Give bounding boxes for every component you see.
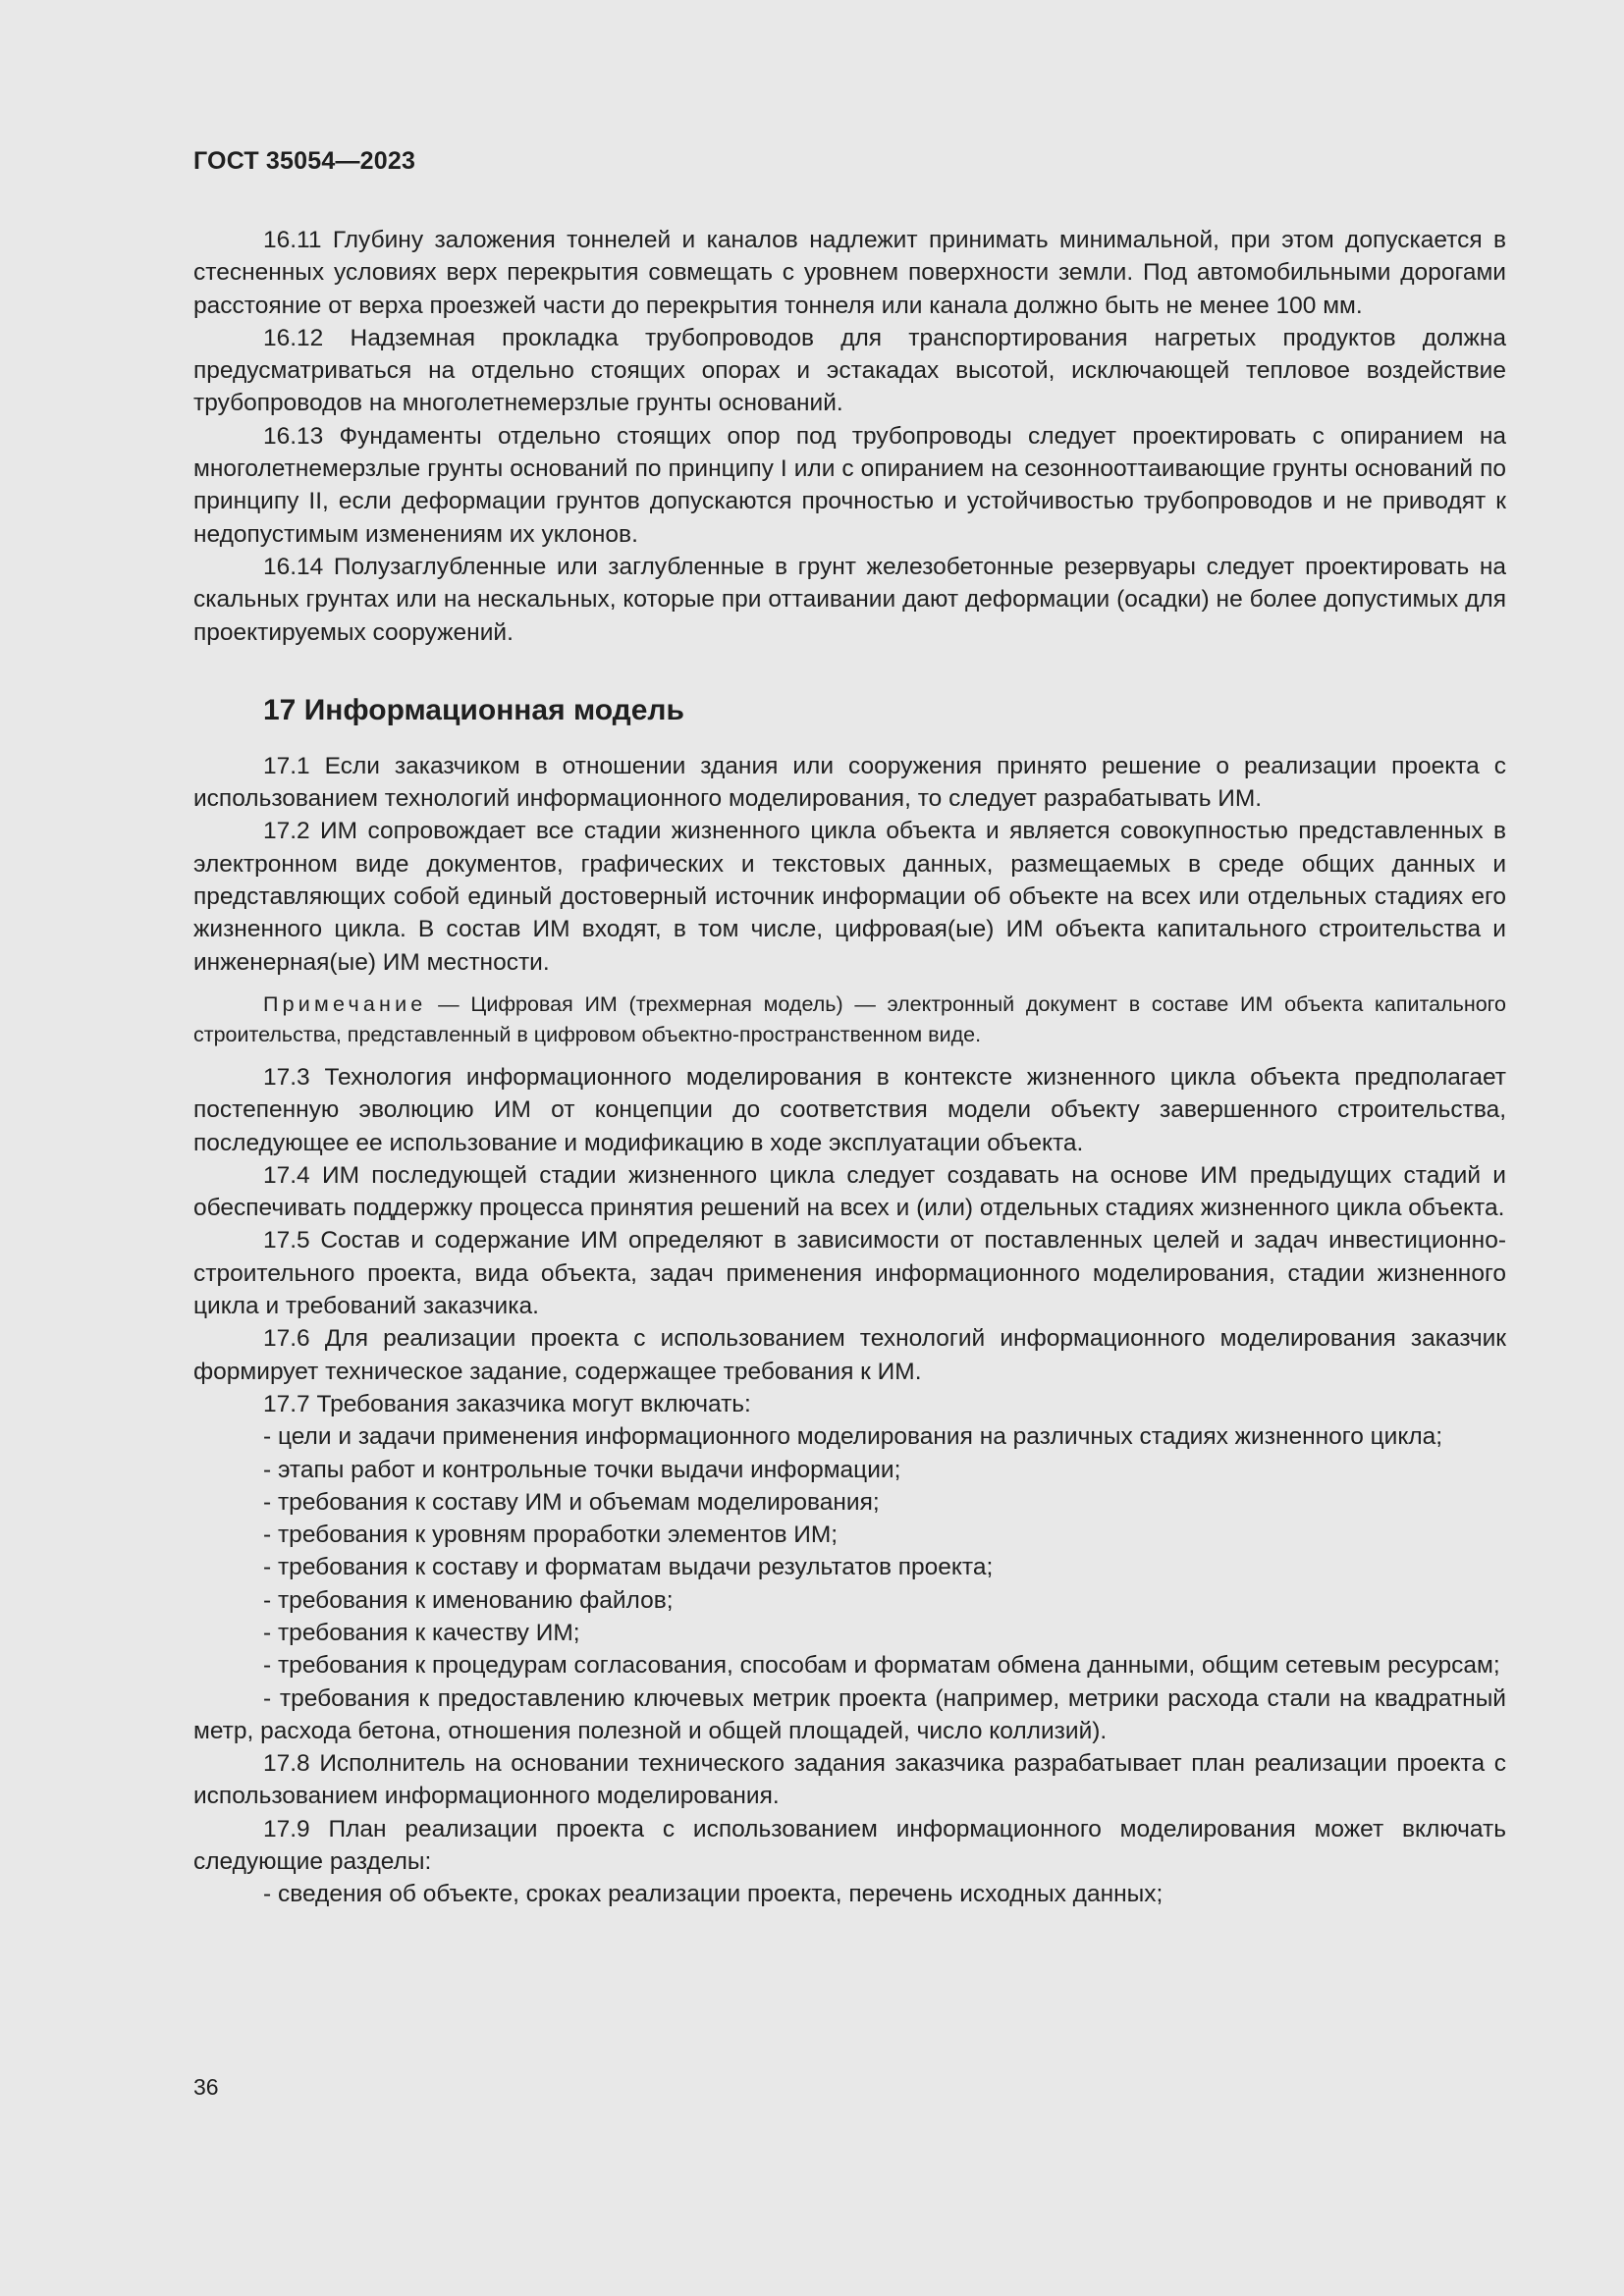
list-item-17-9-1: - сведения об объекте, сроках реализации проекта, перечень исходных данных; [263,1881,1164,1908]
note-text: — Цифровая ИМ (трехмерная модель) — электронный документ в составе ИМ объекта капитального строительства, представленный в цифровом объектно-пространственном виде. [193,991,1506,1046]
list-item-17-7-2: - этапы работ и контрольные точки выдачи информации; [263,1456,901,1483]
list-item-17-7-8: - требования к процедурам согласования, способам и форматам обмена данными, общим сетевым ресурсам; [263,1652,1500,1680]
paragraph-17-9: 17.9 План реализации проекта с использованием информационного моделирования может включать следующие разделы: [193,1815,1506,1876]
note-paragraph [193,989,1506,1050]
list-item-17-7-6: - требования к именованию файлов; [263,1586,674,1614]
paragraph-17-6: 17.6 Для реализации проекта с использованием технологий информационного моделирования заказчик формирует техническое задание, содержащее требования к ИМ. [193,1325,1506,1385]
paragraph-17-1: 17.1 Если заказчиком в отношении здания или сооружения принято решение о реализации проекта с использованием технологий информационного моделирования, то следует разрабатывать ИМ. [193,752,1506,813]
list-item-17-7-7: - требования к качеству ИМ; [263,1619,580,1646]
paragraph-17-4: 17.4 ИМ последующей стадии жизненного цикла следует создавать на основе ИМ предыдущих стадий и обеспечивать поддержку процесса принятия решений на всех и (или) отдельных стадиях жизненного цикла объекта. [193,1161,1506,1222]
list-item-17-7-5: - требования к составу и форматам выдачи результатов проекта; [263,1554,994,1581]
list-item-17-7-3: - требования к составу ИМ и объемам моделирования; [263,1488,880,1516]
document-body [193,224,1506,1911]
paragraph-17-2: 17.2 ИМ сопровождает все стадии жизненного цикла объекта и является совокупностью представленных в электронном виде документов, графических и текстовых данных, размещаемых в среде общих данных и представляющих собой единый достоверный источник информации об объекте на всех или отдельных стадиях его жизненного цикла. В состав ИМ входят, в том числе, цифровая(ые) ИМ объекта капитального строительства и инженерная(ые) ИМ местности. [193,818,1506,976]
list-item-17-7-9: - требования к предоставлению ключевых метрик проекта (например, метрики расхода стали на квадратный метр, расхода бетона, отношения полезной и общей площадей, число коллизий). [193,1684,1506,1744]
section-heading-17: 17 Информационная модель [263,693,684,726]
list-item-17-7-1: - цели и задачи применения информационного моделирования на различных стадиях жизненного цикла; [263,1423,1443,1451]
paragraph-17-8: 17.8 Исполнитель на основании технического задания заказчика разрабатывает план реализации проекта с использованием информационного моделирования. [193,1750,1506,1810]
paragraph-16-12: 16.12 Надземная прокладка трубопроводов для транспортирования нагретых продуктов должна предусматриваться на отдельно стоящих опорах и эстакадах высотой, исключающей тепловое воздействие трубопроводов на многолетнемерзлые грунты оснований. [193,324,1506,417]
paragraph-17-7: 17.7 Требования заказчика могут включать: [263,1390,751,1417]
paragraph-16-14: 16.14 Полузаглубленные или заглубленные в грунт железобетонные резервуары следует проектировать на скальных грунтах или на нескальных, которые при оттаивании дают деформации (осадки) не более допустимых для проектируемых сооружений. [193,553,1506,646]
page-number: 36 [193,2074,219,2100]
paragraph-17-3: 17.3 Технология информационного моделирования в контексте жизненного цикла объекта предполагает постепенную эволюцию ИМ от концепции до соответствия модели объекту завершенного строительства, последующее ее использование и модификацию в ходе эксплуатации объекта. [193,1063,1506,1156]
list-item-17-7-4: - требования к уровням проработки элементов ИМ; [263,1522,839,1549]
paragraph-17-5: 17.5 Состав и содержание ИМ определяют в зависимости от поставленных целей и задач инвестиционно-строительного проекта, вида объекта, задач применения информационного моделирования, стадии жизненного цикла и требований заказчика. [193,1227,1506,1320]
paragraph-16-13: 16.13 Фундаменты отдельно стоящих опор под трубопроводы следует проектировать с опиранием на многолетнемерзлые грунты оснований по принципу I или с опиранием на сезоннооттаивающие грунты оснований по принципу II, если деформации грунтов допускаются прочностью и устойчивостью трубопроводов и не приводят к недопустимым изменениям их уклонов. [193,422,1506,548]
paragraph-16-11: 16.11 Глубину заложения тоннелей и каналов надлежит принимать минимальной, при этом допускается в стесненных условиях верх перекрытия совмещать с уровнем поверхности земли. Под автомобильными дорогами расстояние от верха проезжей части до перекрытия тоннеля или канала должно быть не менее 100 мм. [193,227,1506,319]
note-label: Примечание [263,991,427,1016]
document-code-header: ГОСТ 35054—2023 [193,147,416,175]
